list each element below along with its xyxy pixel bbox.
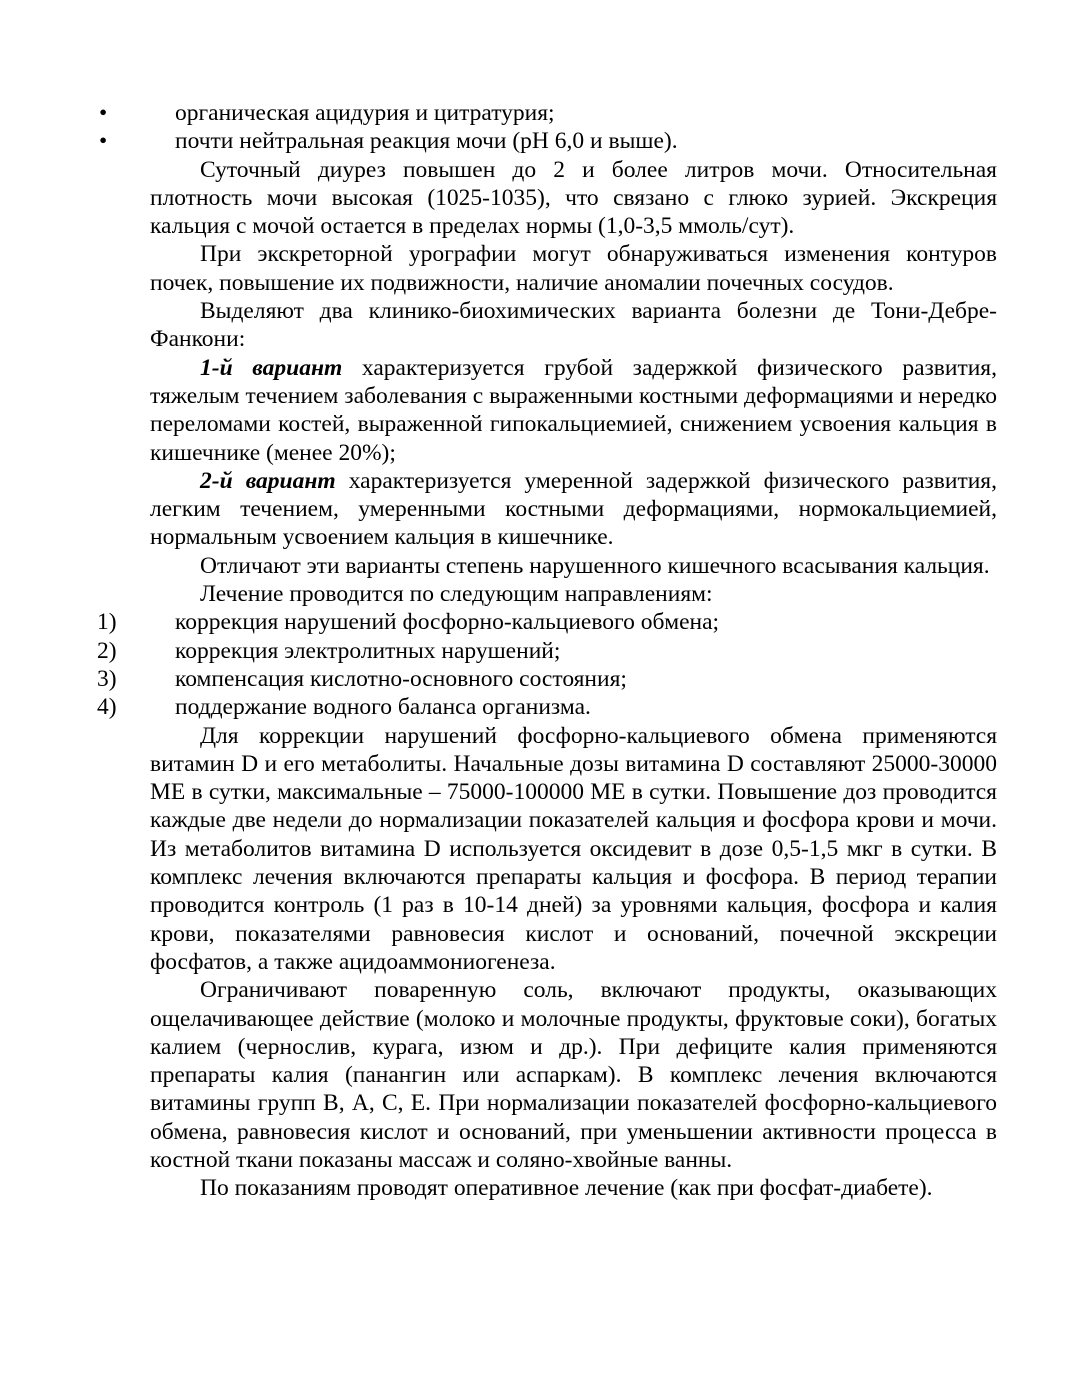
- bullet-item: [99, 99, 997, 127]
- variant-1-text: характеризуется грубой задержкой физического развития, тяжелым течением заболевания с выраженными костными деформациями и нередко переломами костей, выраженной гипокальциемией, снижением усвоения кальция в кишечнике (менее 20%);: [150, 354, 997, 466]
- item-text: компенсация кислотно-основного состояния;: [175, 665, 627, 692]
- item-number: 4): [97, 694, 117, 721]
- item-number: 3): [97, 665, 117, 692]
- bullet-item: [99, 127, 997, 155]
- item-number: 2): [97, 637, 117, 664]
- paragraph-variants-difference: Отличают эти варианты степень нарушенного кишечного всасывания кальция.: [200, 552, 990, 579]
- paragraph-diuresis: Суточный диурез повышен до 2 и более литров мочи. Относительная плотность мочи высокая (1025-1035), что связано с глюко зурией. Экскреция кальция с мочой остается в пределах нормы (1,0-3,5 ммоль/сут).: [150, 156, 997, 240]
- numbered-item: [97, 665, 997, 693]
- variant-1-label: 1-й вариант: [200, 354, 343, 381]
- document-body: [97, 99, 997, 1203]
- variant-2-text: характеризуется умеренной задержкой физического развития, легким течением, умеренными костными деформациями, нормокальциемией, нормальным усвоением кальция в кишечнике.: [150, 467, 997, 551]
- paragraph-variant-1: [150, 354, 997, 467]
- paragraph-treatment-intro: Лечение проводится по следующим направлениям:: [200, 581, 713, 608]
- bullet-marker: •: [99, 128, 108, 155]
- paragraph-urography: При экскреторной урографии могут обнаруживаться изменения контуров почек, повышение их подвижности, наличие аномалии почечных сосудов.: [150, 241, 997, 296]
- numbered-item: [97, 608, 997, 636]
- bullet-text: почти нейтральная реакция мочи (pH 6,0 и выше).: [175, 128, 678, 155]
- item-text: поддержание водного баланса организма.: [175, 694, 591, 721]
- paragraph-diet: Ограничивают поваренную соль, включают продукты, оказывающих ощелачивающее действие (молоко и молочные продукты, фруктовые соки), богатых калием (чернослив, курага, изюм и др.). При дефиците калия применяются препараты калия (панангин или аспаркам). В комплекс лечения включаются витамины групп В, А, С, Е. При нормализации показателей фосфорно-кальциевого обмена, равновесия кислот и оснований, при уменьшении активности процесса в костной ткани показаны массаж и соляно-хвойные ванны.: [150, 977, 997, 1173]
- item-text: коррекция электролитных нарушений;: [175, 637, 561, 664]
- paragraph-surgery: По показаниям проводят оперативное лечение (как при фосфат-диабете).: [200, 1175, 933, 1202]
- item-number: 1): [97, 609, 117, 636]
- item-text: коррекция нарушений фосфорно-кальциевого обмена;: [175, 609, 720, 636]
- bullet-marker: •: [99, 100, 108, 126]
- numbered-item: [97, 693, 997, 721]
- paragraph-variants-intro: Выделяют два клинико-биохимических варианта болезни де Тони-Дебре-Фанкони:: [150, 298, 997, 353]
- numbered-item: [97, 637, 997, 665]
- bullet-text: органическая ацидурия и цитратурия;: [175, 100, 555, 126]
- paragraph-vitamin-d: Для коррекции нарушений фосфорно-кальциевого обмена применяются витамин D и его метаболиты. Начальные дозы витамина D составляют 25000-30000 МЕ в сутки, максимальные – 75000-100000 МЕ в сутки. Повышение доз проводится каждые две недели до нормализации показателей кальция и фосфора крови и мочи. Из метаболитов витамина D используется оксидевит в дозе 0,5-1,5 мкг в сутки. В комплекс лечения включаются препараты кальция и фосфора. В период терапии проводится контроль (1 раз в 10-14 дней) за уровнями кальция, фосфора и калия крови, показателями равновесия кислот и оснований, почечной экскреции фосфатов, а также ацидоаммониогенеза.: [150, 722, 997, 975]
- paragraph-variant-2: [150, 467, 997, 552]
- variant-2-label: 2-й вариант: [200, 467, 336, 494]
